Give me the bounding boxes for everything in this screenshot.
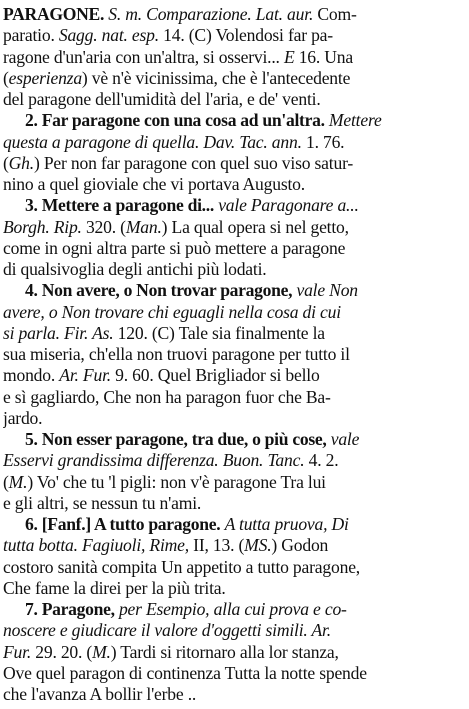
entry-line: paratio. Sagg. nat. esp. 14. (C) Volendosi far pa- [3,25,333,46]
entry-line: come in ogni altra parte si può mettere a paragone [3,237,346,258]
citation-source: Borgh. Rip. [3,216,82,237]
entry-line: Fur. 29. 20. (M.) Tardi si ritornaro alla lor stanza, [3,641,339,662]
headword: PARAGONE. [3,4,105,24]
entry-line: nino a quel gioviale che vi portava Augusto. [3,174,305,194]
sense-6 [3,514,463,599]
sense-heading: 7. Paragone, [25,599,115,619]
entry-line: 7. Paragone, per Esempio, alla cui prova e co- [25,599,347,619]
sense-heading: 4. Non avere, o Non trovar paragone, [25,280,293,301]
entry-line: PARAGONE. S. m. Comparazione. Lat. aur. Com- [3,4,357,24]
citation-source: questa a paragone di quella. Dav. Tac. ann. [3,131,302,152]
sense-4 [3,280,463,429]
entry-line: Che fame la direi per la più trita. [3,577,226,598]
entry-line: (M.) Vo' che tu 'l pigli: non v'è paragone Tra lui [3,471,326,492]
entry-line: tutta botta. Fagiuoli, Rime, II, 13. (MS.) Godon [3,535,329,556]
entry-line: di qualsivoglia degli antichi più lodati. [3,259,267,279]
entry-line: Ove quel paragon di continenza Tutta la notte spende [3,662,367,683]
entry-line: si parla. Fir. As. 120. (C) Tale sia finalmente la [3,322,325,343]
citation-source: Ar. Fur. [59,365,111,386]
entry-line: sua miseria, ch'ella non truovi paragone per tutto il [3,344,350,364]
sense-3 [3,195,463,280]
sense-heading: 6. [Fanf.] A tutto paragone. [25,514,221,534]
entry-line: costoro sanità compita Un appetito a tutto paragone, [3,556,361,577]
entry-line: noscere e giudicare il valore d'oggetti simili. Ar. [3,620,331,641]
entry-line: che l'avanza A bollir l'erbe .. [3,684,197,704]
sense-5 [3,429,463,514]
citation-source: Sagg. nat. esp. [58,25,159,46]
entry-line: ragone d'un'aria con un'altra, si osservi... E 16. Una [3,46,354,67]
entry-line: e sì gagliardo, Che non ha paragon fuor che Ba- [3,386,331,407]
sense-2 [3,110,463,195]
entry-line: 5. Non esser paragone, tra due, o più cose, vale [25,429,360,449]
entry-line: e gli altri, se nessun tu n'ami. [3,492,202,513]
entry-line: jardo. [3,407,43,428]
dictionary-page [3,4,463,705]
citation-source: Fur. [3,641,32,662]
entry-line: 6. [Fanf.] A tutto paragone. A tutta pruova, Di [25,514,349,534]
entry-line: (Gh.) Per non far paragone con quel suo viso satur- [3,152,354,173]
grammar-note: S. m. Comparazione. Lat. aur. [108,4,314,24]
entry-line: avere, o Non trovare chi eguagli nella cosa di cui [3,301,341,322]
entry-line: 3. Mettere a paragone di... vale Paragonare a... [25,195,359,216]
entry-line: questa a paragone di quella. Dav. Tac. ann. 1. 76. [3,131,345,152]
sense-heading: 5. Non esser paragone, tra due, o più cose, [25,429,327,449]
citation-source: E [283,46,295,67]
entry-line: Borgh. Rip. 320. (Man.) La qual opera si nel getto, [3,216,349,237]
sense-heading: 2. Far paragone con una cosa ad un'altra. [25,110,325,131]
entry-paragone [3,4,463,110]
sense-7 [3,599,463,705]
entry-line: 2. Far paragone con una cosa ad un'altra. Mettere [25,110,382,131]
gloss-word: esperienza [8,67,82,88]
entry-line: 4. Non avere, o Non trovar paragone, vale Non [25,280,358,301]
entry-line: del paragone dell'umidità del l'aria, e de' venti. [3,89,321,109]
entry-line: Esservi grandissima differenza. Buon. Tanc. 4. 2. [3,450,339,471]
sense-heading: 3. Mettere a paragone di... [25,195,214,216]
entry-line: mondo. Ar. Fur. 9. 60. Quel Brigliador si bello [3,365,320,386]
entry-line: (esperienza) vè n'è vicinissima, che è l'antecedente [3,67,351,88]
